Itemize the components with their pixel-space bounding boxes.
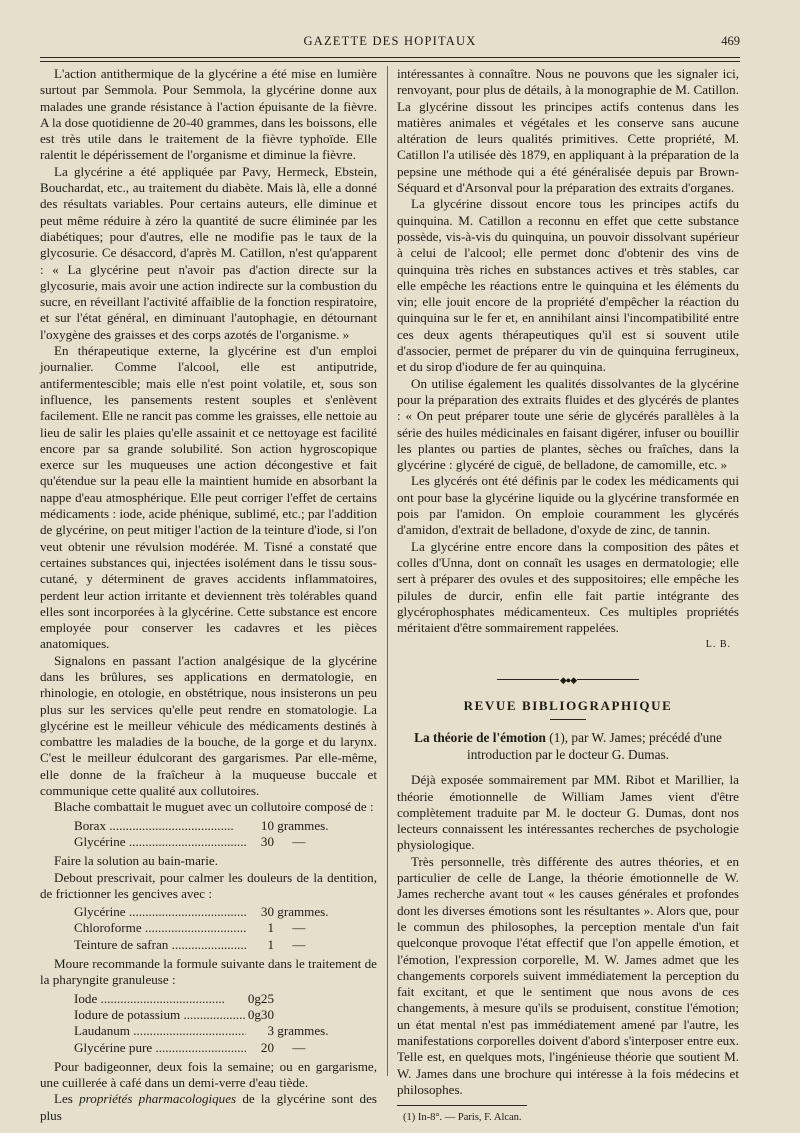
section-ornament: ◆●◆: [397, 672, 739, 688]
ingredient-qty: 1 —: [267, 936, 306, 952]
paragraph: Moure recommande la formule suivante dans le traitement de la pharyngite granuleuse :: [40, 956, 377, 988]
paragraph: La glycérine dissout encore tous les principes actifs du quinquina. M. Catillon a reconnu en effet que cette substance possède, vis-à-vis du quinquina, un pouvoir dissolvant supérieur à celui de l'alcool; elle permet donc d'obtenir des vins de quinquina très riches en substances actives et très stables, car elle empêche les réactions entre le quinquina et les éléments du vin; elle jouit encore de la propriété d'empêcher la réaction du quinquina sur le fer et, en annihilant ainsi l'incompatibilité entre ces deux agents thérapeutiques qu'il est si souvent utile d'associer, permet de préparer du vin de quinquina ferrugineux, et du sirop d'iodure de fer au quinquina.: [397, 196, 739, 375]
formula-row: [40, 937, 377, 953]
ingredient-name: Glycérine .....: [74, 904, 246, 920]
ingredient-qty: 0g30: [247, 1006, 274, 1022]
paragraph: Faire la solution au bain-marie.: [54, 853, 218, 869]
ingredient-qty: 30 —: [260, 833, 306, 849]
ingredient-qty: 10 grammes.: [260, 817, 329, 833]
formula-moure: [40, 991, 377, 1056]
ingredient-name: Chloroforme .....: [74, 920, 246, 936]
footnote-rule: [397, 1105, 527, 1106]
paragraph: Pour badigeonner, deux fois la semaine; ou en gargarisme, une cuillerée à café dans un demi-verre d'eau tiède.: [40, 1058, 377, 1091]
formula-row: [40, 1023, 377, 1039]
ingredient-qty: 30 grammes.: [260, 904, 329, 920]
formula-row: [40, 834, 377, 850]
section-rule: [550, 719, 586, 720]
review-title: La théorie de l'émotion (1), par W. James; précédé d'une introduction par le docteur G. Dumas.: [414, 730, 722, 762]
header-rule: [40, 57, 740, 58]
paragraph: intéressantes à connaître. Nous ne pouvons que les signaler ici, renvoyant, pour plus de détails, à la monographie de M. Catillon. La glycérine dissout les principes actifs contenus dans les matières animales et végétales et les conserve sans aucune altération de leurs qualités primitives. Cette propriété, M. Catillon l'a utilisée dès 1879, en appliquant à la préparation de la pepsine une méthode qui a été généralisée depuis par Brown-Séquard et d'Arsonval pour la préparation des extraits d'organes.: [397, 66, 739, 196]
formula-row: [40, 1040, 377, 1056]
ingredient-name: Glycérine .....: [74, 834, 246, 850]
page-header: [40, 34, 740, 50]
formula-row: [40, 1007, 377, 1023]
left-column: [40, 66, 377, 1124]
author-signature: L. B.: [705, 639, 731, 651]
ingredient-name: Teinture de safran .....: [74, 937, 246, 953]
paragraph: Déjà exposée sommairement par MM. Ribot et Marillier, la théorie émotionnelle de William James vient d'être complètement traduite par M. le docteur G. Dumas, dont nos lecteurs connaissent les intéressantes recherches de psychologie physiologique.: [397, 772, 739, 853]
paragraph: En thérapeutique externe, la glycérine est d'un emploi journalier. Comme l'alcool, elle est antiputride, antifermentescible; mais elle n'est point volatile, et, sous son influence, les pansements restent souples et s'enlèvent facilement. Elle ne rancit pas comme les graisses, elle nettoie au lieu de salir les plaies qu'elle assainit et ce nettoyage est facilité encore par sa grande solubilité. Son action hygroscopique exerce sur les muqueuses une action décongestive et fait qu'étendue sur la peau elle la maintient humide en absorbant la nappe d'eau atmosphérique. Elle peut corriger l'effet de certains médicaments : iode, acide phénique, sublimé, etc.; par l'addition de glycérine, on peut mitiger l'action de la teinture d'iode, si l'on veut obtenir une révulsion modérée. M. Tisné a constaté que certaines substances qui, injectées isolément dans le tissu sous-cutané, y déterminent de graves accidents inflammatoires, perdent leur action irritante et deviennent très tolérables quand elles sont incorporées à la glycérine. Cette substance est encore employée pour conserver les cadavres et les pièces anatomiques.: [40, 343, 377, 652]
running-title: GAZETTE DES HOPITAUX: [303, 34, 477, 48]
ingredient-name: Glycérine pure .....: [74, 1040, 246, 1056]
paragraph: Les glycérés ont été définis par le codex les médicaments qui ont pour base la glycérine liquide ou la glycérine transformée en pois par l'amidon. On emploie couramment les glycérés d'amidon, d'extrait de belladone, d'oxyde de zinc, de tannin.: [397, 473, 739, 538]
formula-debout: [40, 904, 377, 953]
ingredient-name: Laudanum .....: [74, 1023, 246, 1039]
column-divider: [387, 66, 388, 1076]
ingredient-name: Iodure de potassium .....: [74, 1007, 246, 1023]
formula-row: [40, 904, 377, 920]
ingredient-qty: 20 —: [260, 1039, 306, 1055]
page-number: 469: [721, 34, 740, 48]
footnote: (1) In-8°. — Paris, F. Alcan.: [403, 1112, 522, 1124]
right-column: [397, 66, 739, 1127]
formula-blache: [40, 818, 377, 851]
formula-row: [40, 920, 377, 936]
section-title: REVUE BIBLIOGRAPHIQUE: [463, 697, 673, 713]
formula-row: [40, 991, 377, 1007]
paragraph: Blache combattait le muguet avec un collutoire composé de :: [54, 799, 374, 815]
paragraph: Très personnelle, très différente des autres théories, et en particulier de celle de Lange, la théorie émotionnelle de W. James recherche avant tout « les causes générales et profondes dont les diverses émotions sont les résultantes ». Alors que, pour le commun des philosophes, la perception mentale d'un fait quelconque provoque l'état effectif que l'on appelle émotion, et l'émotion, l'expression corporelle, M. W. James admet que les changements corporels suivent immédiatement la perception du fait excitant, et que le sentiment que nous avons de ces changements, à mesure qu'ils se produisent, constitue l'émotion; un état mental n'est pas immédiatement amené par l'autre, les manifestations corporelles doivent d'abord s'interposer entre eux. Telle est, en quelques mots, l'ingénieuse théorie que soutient M. W. James dans une brochure qui intéresse à la fois médecins et philosophes.: [397, 853, 739, 1097]
paragraph: L'action antithermique de la glycérine a été mise en lumière surtout par Semmola. Pour Semmola, la glycérine donne aux malades une grande résistance à l'action épuisante de la fièvre. A la dose quotidienne de 20-40 grammes, dans les boissons, elle est très utile dans le traitement de la fièvre typhoïde. Elle ralentit le dépérissement de l'organisme et diminue la fièvre.: [40, 66, 377, 163]
paragraph: La glycérine entre encore dans la composition des pâtes et colles d'Unna, dont on connaît les usages en dermatologie; elle sert à préparer des ovules et des suppositoires; elle empêche les pilules de durcir, enfin elle fait partie intégrante des glycérophosphates médicamenteux. Ces multiples propriétés méritaient d'être sommairement rappelées.: [397, 538, 739, 636]
paragraph: Debout prescrivait, pour calmer les douleurs de la dentition, de frictionner les gencives avec :: [40, 869, 377, 901]
paragraph: Les propriétés pharmacologiques de la glycérine sont des plus: [40, 1091, 377, 1123]
ingredient-name: Iode .....: [74, 991, 246, 1007]
formula-row: [40, 818, 377, 834]
ingredient-qty: 1 —: [267, 920, 306, 936]
paragraph: Signalons en passant l'action analgésique de la glycérine dans les brûlures, ses applications en dermatologie, en rhinologie, en otologie, en obstétrique, nous insisterons un peu plus sur les services qu'elle peut rendre en stomatologie. La glycérine est le meilleur véhicule des médicaments destinés à combattre les maladies de la bouche, de la gorge et du larynx. C'est le meilleur édulcorant des gargarismes. Par elle-même, elle donne de la fraîcheur à la muqueuse buccale et communique cette qualité aux collutoires.: [40, 652, 377, 799]
paragraph: On utilise également les qualités dissolvantes de la glycérine pour la préparation des extraits fluides et des glycérés de plantes : « On peut préparer toute une série de glycérés parallèles à la série des huiles médicinales en faisant digérer, infuser ou bouillir les plantes ou parties de plantes, sèches ou fraîches, dans la glycérine : glycéré de ciguë, de belladone, de camomille, etc. »: [397, 375, 739, 473]
header-rule-secondary: [40, 61, 740, 62]
ingredient-qty: 3 grammes.: [267, 1023, 329, 1039]
paragraph: La glycérine a été appliquée par Pavy, Hermeck, Ebstein, Bouchardat, etc., au traitement du diabète. Mais là, elle a donné des résultats variables. Pour certains auteurs, elle diminue et peut même réduire à zéro la quantité de sucre éliminée par les diabétiques; pour d'autres, elle ne modifie pas le taux de la glycosurie. Ce désaccord, d'après M. Catillon, n'est qu'apparent : « La glycérine peut n'avoir pas d'action directe sur la glycosurie, mais avoir une action indirecte sur la combustion du sucre, en réveillant l'activité affaiblie de la fonction respiratoire, et sur l'état général, en diminuant l'autophagie, en détournant l'oxygène des graisses et des corps azotés de l'organisme. »: [40, 163, 377, 342]
ingredient-name: Borax .....: [74, 818, 246, 834]
ingredient-qty: 0g25: [247, 990, 274, 1006]
italic-phrase: propriétés pharmacologiques: [79, 1091, 237, 1107]
